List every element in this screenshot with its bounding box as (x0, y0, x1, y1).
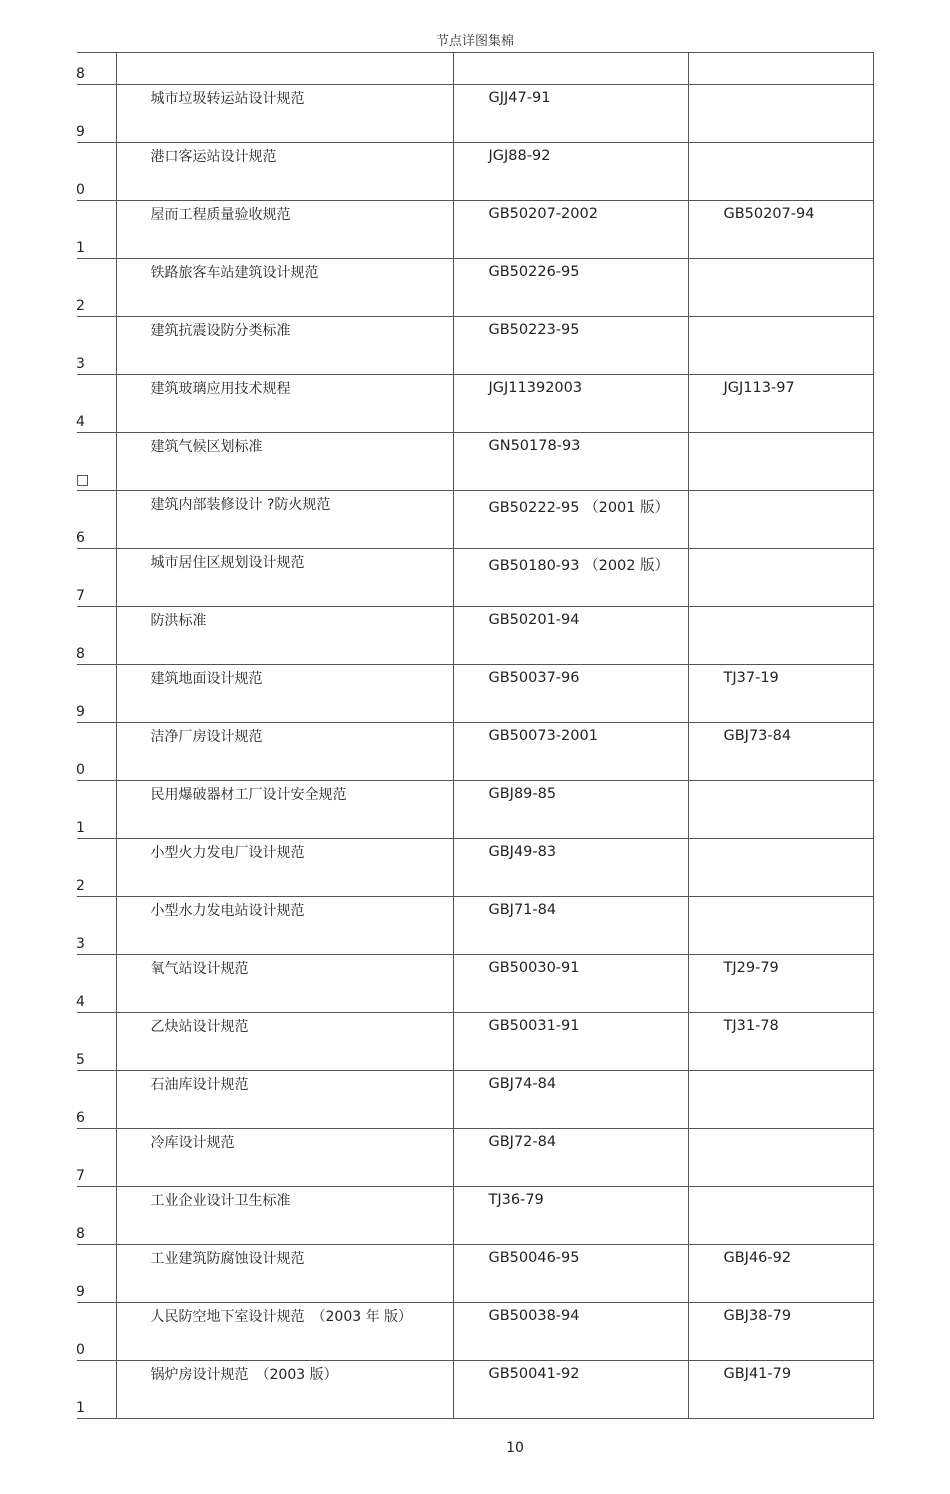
row-number: 1 (76, 240, 85, 256)
row-number: 4 (76, 414, 85, 430)
replaced-code-cell (688, 665, 873, 723)
standard-code: GB50041-92 (488, 1366, 580, 1382)
table-row (77, 259, 873, 317)
standard-name-cell (116, 607, 453, 665)
replaced-code-cell (688, 1303, 873, 1361)
replaced-code-cell (688, 1361, 873, 1419)
standard-name: 乙炔站设计规范 (150, 1019, 249, 1035)
standard-name: 港口客运站设计规范 (150, 149, 277, 165)
row-number-cell (77, 53, 116, 85)
row-number: □ (76, 472, 90, 488)
standard-code (454, 53, 688, 58)
row-number-cell (77, 317, 116, 375)
standard-name: 建筑抗震设防分类标准 (150, 323, 291, 339)
standard-code-cell (453, 1013, 688, 1071)
row-number-cell (77, 1303, 116, 1361)
standard-code: GBJ89-85 (488, 786, 557, 802)
replaced-code-cell (688, 433, 873, 491)
replaced-code (689, 85, 873, 90)
standard-code-cell (453, 1303, 688, 1361)
standard-name: 锅炉房设计规范 （2003 版） (150, 1367, 338, 1383)
standard-name: 城市居住区规划设计规范 (150, 555, 305, 571)
row-number: 9 (76, 704, 85, 720)
table-row (77, 491, 873, 549)
replaced-code-cell (688, 1187, 873, 1245)
table-row (77, 839, 873, 897)
standard-code-cell (453, 839, 688, 897)
standard-code: GB50073-2001 (488, 728, 598, 744)
replaced-code: TJ29-79 (723, 960, 779, 976)
replaced-code: GBJ41-79 (723, 1366, 792, 1382)
row-number-cell (77, 375, 116, 433)
replaced-code-cell (688, 317, 873, 375)
replaced-code: TJ31-78 (723, 1018, 779, 1034)
row-number-cell (77, 549, 116, 607)
standard-name: 人民防空地下室设计规范 （2003 年 版） (150, 1309, 413, 1325)
standard-code-cell (453, 317, 688, 375)
standard-code-cell (453, 897, 688, 955)
standard-name-cell (116, 1303, 453, 1361)
standard-name-cell (116, 723, 453, 781)
replaced-code (689, 897, 873, 902)
standard-code-cell (453, 1071, 688, 1129)
standard-name: 民用爆破器材工厂设计安全规范 (150, 787, 347, 803)
standard-code: GB50038-94 (488, 1308, 580, 1324)
standard-name: 工业企业设计卫生标准 (150, 1193, 291, 1209)
replaced-code: GBJ46-92 (723, 1250, 792, 1266)
replaced-code (689, 607, 873, 612)
standard-name (117, 53, 453, 56)
row-number: 9 (76, 1284, 85, 1300)
standard-name: 石油库设计规范 (150, 1077, 249, 1093)
standard-name-cell (116, 955, 453, 1013)
standard-name: 建筑气候区划标准 (150, 439, 263, 455)
table-row (77, 1245, 873, 1303)
replaced-code (689, 1071, 873, 1076)
table-row (77, 433, 873, 491)
standard-code: GJJ47-91 (488, 90, 551, 106)
standard-code: GB50031-91 (488, 1018, 580, 1034)
row-number-cell (77, 85, 116, 143)
standard-name: 冷库设计规范 (150, 1135, 235, 1151)
replaced-code (689, 259, 873, 264)
standard-code: GB50180-93 （2002 版） (488, 558, 670, 574)
replaced-code: GBJ73-84 (723, 728, 792, 744)
standard-code: GB50207-2002 (488, 206, 598, 222)
standards-table (77, 52, 874, 1419)
page-header: 节点详图集棉 (435, 34, 514, 49)
table-row (77, 1303, 873, 1361)
standard-name-cell (116, 897, 453, 955)
standard-code-cell (453, 955, 688, 1013)
standard-code-cell (453, 143, 688, 201)
row-number-cell (77, 723, 116, 781)
replaced-code-cell (688, 781, 873, 839)
standard-code-cell (453, 665, 688, 723)
replaced-code-cell (688, 201, 873, 259)
standard-code: JGJ88-92 (488, 148, 551, 164)
row-number-cell (77, 433, 116, 491)
standard-code-cell (453, 1129, 688, 1187)
standard-code: GBJ74-84 (488, 1076, 557, 1092)
standard-name-cell (116, 549, 453, 607)
standard-name: 氧气站设计规范 (150, 961, 249, 977)
standard-code: JGJ11392003 (488, 380, 583, 396)
standard-name: 洁净厂房设计规范 (150, 729, 263, 745)
standard-code: GB50226-95 (488, 264, 580, 280)
standard-name-cell (116, 85, 453, 143)
standard-code-cell (453, 607, 688, 665)
row-number-cell (77, 491, 116, 549)
standard-code: GBJ71-84 (488, 902, 557, 918)
standard-name: 屋而工程质量验收规范 (150, 207, 291, 223)
replaced-code-cell (688, 897, 873, 955)
replaced-code-cell (688, 839, 873, 897)
standard-name: 建筑玻璃应用技术规程 (150, 381, 291, 397)
row-number: 2 (76, 298, 85, 314)
replaced-code (689, 143, 873, 148)
replaced-code-cell (688, 549, 873, 607)
replaced-code: GB50207-94 (723, 206, 815, 222)
page-number: 10 (506, 1440, 524, 1456)
replaced-code (689, 549, 873, 554)
standard-name-cell (116, 433, 453, 491)
standard-name: 铁路旅客车站建筑设计规范 (150, 265, 319, 281)
standard-name-cell (116, 1245, 453, 1303)
row-number-cell (77, 1013, 116, 1071)
table-row (77, 781, 873, 839)
table-row (77, 1071, 873, 1129)
standard-code: GB50030-91 (488, 960, 580, 976)
replaced-code-cell (688, 1129, 873, 1187)
standard-name: 小型水力发电站设计规范 (150, 903, 305, 919)
row-number: 0 (76, 182, 85, 198)
standard-code-cell (453, 491, 688, 549)
row-number-cell (77, 1187, 116, 1245)
row-number: 3 (76, 936, 85, 952)
row-number: 2 (76, 878, 85, 894)
replaced-code-cell (688, 85, 873, 143)
row-number: 8 (76, 646, 85, 662)
standards-table-body (77, 53, 873, 1419)
replaced-code (689, 1129, 873, 1134)
standard-name-cell (116, 665, 453, 723)
standard-name-cell (116, 1187, 453, 1245)
standard-code: GB50201-94 (488, 612, 580, 628)
table-row (77, 317, 873, 375)
row-number: 6 (76, 1110, 85, 1126)
row-number-cell (77, 1245, 116, 1303)
standard-name: 建筑内部装修设计 ?防火规范 (150, 497, 331, 513)
row-number-cell (77, 897, 116, 955)
standard-code: GB50046-95 (488, 1250, 580, 1266)
replaced-code (689, 1187, 873, 1192)
row-number: 5 (76, 1052, 85, 1068)
standard-code-cell (453, 85, 688, 143)
replaced-code-cell (688, 143, 873, 201)
table-row (77, 1361, 873, 1419)
table-row (77, 549, 873, 607)
standard-code-cell (453, 53, 688, 85)
table-row (77, 143, 873, 201)
replaced-code (689, 839, 873, 844)
standard-code-cell (453, 375, 688, 433)
replaced-code-cell (688, 607, 873, 665)
replaced-code-cell (688, 723, 873, 781)
replaced-code (689, 317, 873, 322)
standard-name-cell (116, 317, 453, 375)
standard-code-cell (453, 1245, 688, 1303)
standard-code: TJ36-79 (488, 1192, 544, 1208)
row-number: 4 (76, 994, 85, 1010)
replaced-code (689, 781, 873, 786)
standard-code-cell (453, 723, 688, 781)
replaced-code-cell (688, 53, 873, 85)
standard-code: GB50223-95 (488, 322, 580, 338)
replaced-code: JGJ113-97 (723, 380, 795, 396)
standard-code-cell (453, 1361, 688, 1419)
row-number: 7 (76, 588, 85, 604)
standard-code: GB50222-95 （2001 版） (488, 500, 670, 516)
row-number-cell (77, 1071, 116, 1129)
standard-code-cell (453, 433, 688, 491)
row-number-cell (77, 1129, 116, 1187)
row-number-cell (77, 665, 116, 723)
table-row (77, 955, 873, 1013)
replaced-code-cell (688, 1013, 873, 1071)
table-row (77, 85, 873, 143)
standard-name: 建筑地面设计规范 (150, 671, 263, 687)
row-number: 0 (76, 762, 85, 778)
standard-name-cell (116, 53, 453, 85)
replaced-code: GBJ38-79 (723, 1308, 792, 1324)
replaced-code-cell (688, 1071, 873, 1129)
replaced-code (689, 491, 873, 496)
standard-code-cell (453, 549, 688, 607)
standard-name-cell (116, 1013, 453, 1071)
row-number-cell (77, 143, 116, 201)
replaced-code-cell (688, 259, 873, 317)
standard-name: 城市垃圾转运站设计规范 (150, 91, 305, 107)
standard-name-cell (116, 491, 453, 549)
row-number: 6 (76, 530, 85, 546)
row-number: 1 (76, 820, 85, 836)
replaced-code-cell (688, 1245, 873, 1303)
row-number: 9 (76, 124, 85, 140)
table-row (77, 723, 873, 781)
row-number: 7 (76, 1168, 85, 1184)
replaced-code (689, 433, 873, 438)
standard-name-cell (116, 375, 453, 433)
standard-name-cell (116, 1129, 453, 1187)
row-number: 1 (76, 1400, 85, 1416)
standard-name-cell (116, 143, 453, 201)
standard-code-cell (453, 1187, 688, 1245)
standard-name: 工业建筑防腐蚀设计规范 (150, 1251, 305, 1267)
table-row (77, 1013, 873, 1071)
table-row (77, 1187, 873, 1245)
standard-code-cell (453, 259, 688, 317)
table-row (77, 607, 873, 665)
standard-name: 小型火力发电厂设计规范 (150, 845, 305, 861)
standard-code: GBJ72-84 (488, 1134, 557, 1150)
standard-code: GB50037-96 (488, 670, 580, 686)
row-number: 8 (76, 66, 85, 82)
standard-code-cell (453, 781, 688, 839)
replaced-code: TJ37-19 (723, 670, 779, 686)
standard-name-cell (116, 201, 453, 259)
row-number: 0 (76, 1342, 85, 1358)
standard-code: GBJ49-83 (488, 844, 557, 860)
row-number: 8 (76, 1226, 85, 1242)
standard-name-cell (116, 781, 453, 839)
standard-code-cell (453, 201, 688, 259)
replaced-code-cell (688, 375, 873, 433)
standard-name-cell (116, 1361, 453, 1419)
row-number-cell (77, 955, 116, 1013)
row-number: 3 (76, 356, 85, 372)
table-row (77, 375, 873, 433)
table-row (77, 53, 873, 85)
standard-name: 防洪标准 (150, 613, 207, 629)
row-number-cell (77, 1361, 116, 1419)
row-number-cell (77, 781, 116, 839)
replaced-code-cell (688, 955, 873, 1013)
table-row (77, 665, 873, 723)
row-number-cell (77, 839, 116, 897)
row-number-cell (77, 259, 116, 317)
table-row (77, 1129, 873, 1187)
standard-code: GN50178-93 (488, 438, 581, 454)
table-row (77, 897, 873, 955)
row-number-cell (77, 607, 116, 665)
replaced-code-cell (688, 491, 873, 549)
standard-name-cell (116, 259, 453, 317)
standard-name-cell (116, 1071, 453, 1129)
standard-name-cell (116, 839, 453, 897)
row-number-cell (77, 201, 116, 259)
replaced-code (689, 53, 873, 58)
table-row (77, 201, 873, 259)
